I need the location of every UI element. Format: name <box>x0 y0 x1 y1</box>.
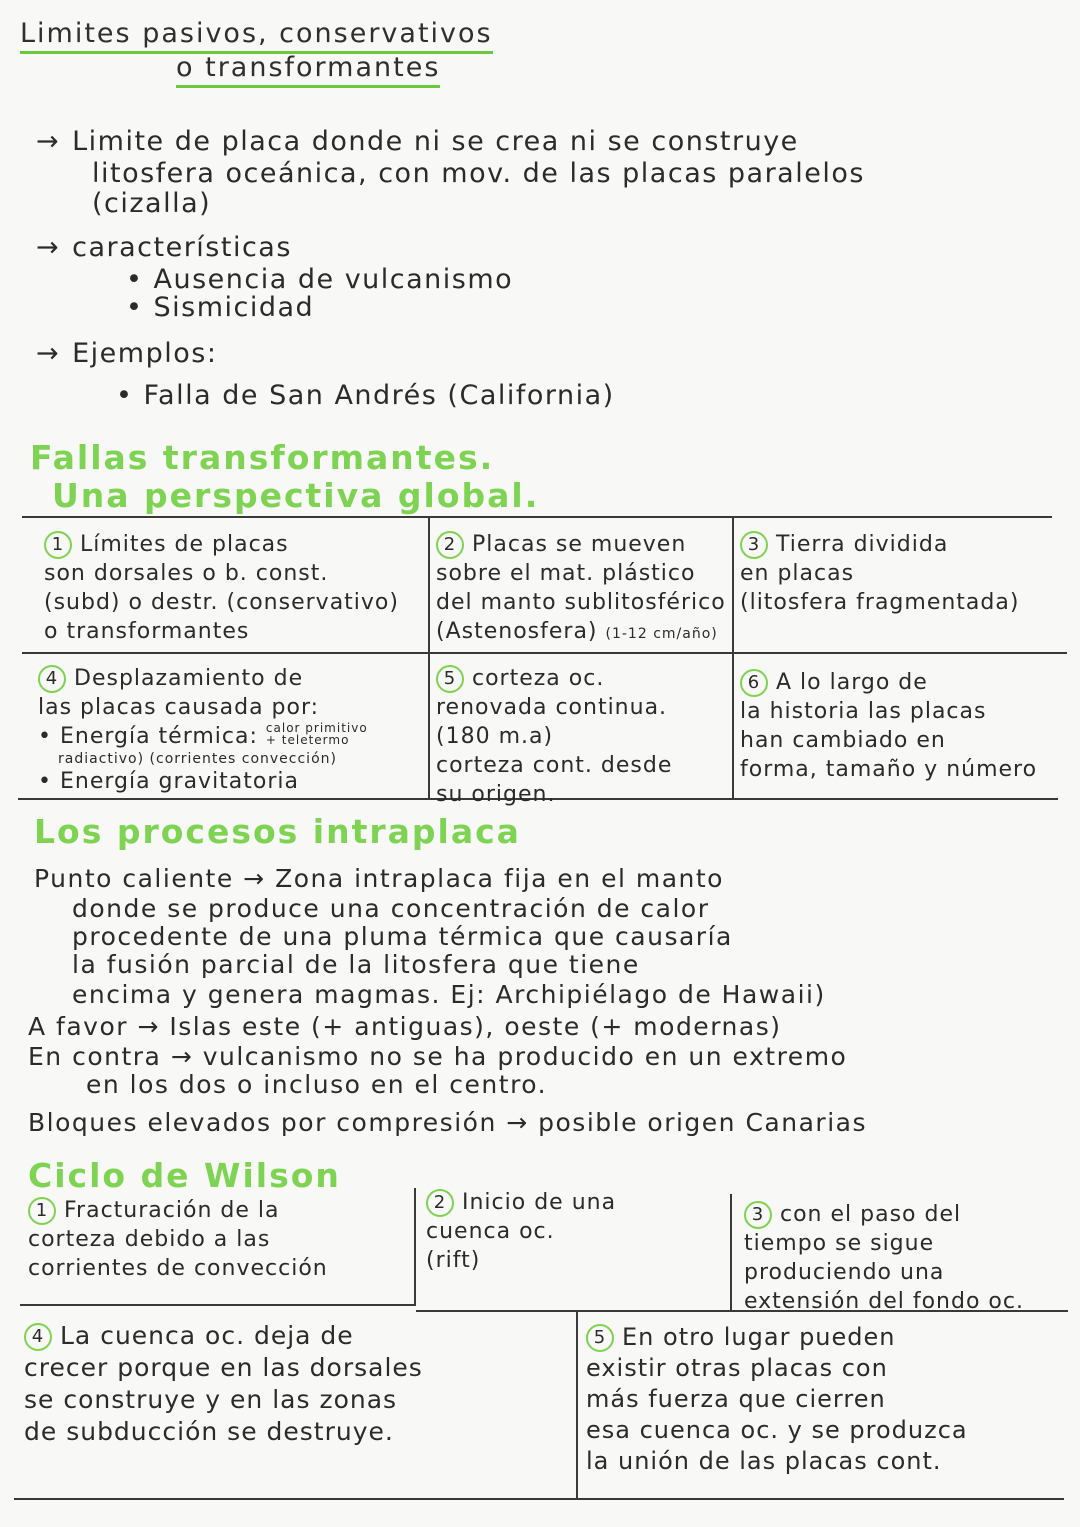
definition-line-3: (cizalla) <box>92 188 212 219</box>
section-subheading-fallas: Una perspectiva global. <box>52 476 540 515</box>
number-circle: 1 <box>44 531 72 559</box>
table1-cell-1: 1 Límites de placas son dorsales o b. const. (subd) o destr. (conservativo) o transformantes <box>44 532 399 644</box>
intraplaca-line-5: encima y genera magmas. Ej: Archipiélago de Hawaii) <box>72 980 826 1009</box>
wilson-cell-4: 4 La cuenca oc. deja de crecer porque en las dorsales se construye y en las zonas de subducción se destruye. <box>24 1321 423 1446</box>
page-title-line-2: o transformantes <box>176 52 440 88</box>
intraplaca-line-4: la fusión parcial de la litosfera que tiene <box>72 950 640 979</box>
table2-divider-top-1 <box>414 1188 416 1306</box>
table1-cell-4: 4 Desplazamiento de las placas causada por: • Energía térmica: calor primitivo + teletermo radiactivo) (corrientes convección) • Energía gravitatoria <box>38 666 368 794</box>
wilson-cell-2: 2 Inicio de una cuenca oc. (rift) <box>426 1190 617 1273</box>
number-circle: 5 <box>586 1324 614 1352</box>
table1-middle-border <box>22 652 1067 654</box>
table2-divider-top-2 <box>730 1194 732 1312</box>
number-circle: 4 <box>38 665 66 693</box>
definition-line-2: litosfera oceánica, con mov. de las placas paralelos <box>92 158 865 189</box>
arrow-icon: → <box>36 338 61 369</box>
section-heading-intraplaca: Los procesos intraplaca <box>34 812 521 851</box>
number-circle: 4 <box>24 1323 52 1351</box>
number-circle: 3 <box>740 531 768 559</box>
intraplaca-line-1: Punto caliente → Zona intraplaca fija en el manto <box>34 864 724 893</box>
intraplaca-line-8: en los dos o incluso en el centro. <box>86 1070 548 1099</box>
table1-top-border <box>22 516 1052 518</box>
arrow-icon: → <box>36 126 61 157</box>
wilson-cell-3: 3 con el paso del tiempo se sigue produciendo una extensión del fondo oc. <box>744 1202 1024 1314</box>
number-circle: 5 <box>436 665 464 693</box>
number-circle: 6 <box>740 669 768 697</box>
number-circle: 1 <box>28 1197 56 1225</box>
intraplaca-line-7: En contra → vulcanismo no se ha producido en un extremo <box>28 1042 848 1071</box>
table1-cell-6: 6 A lo largo de la historia las placas han cambiado en forma, tamaño y número <box>740 670 1038 782</box>
intraplaca-line-2: donde se produce una concentración de calor <box>72 894 710 923</box>
intraplaca-line-3: procedente de una pluma térmica que causaría <box>72 922 733 951</box>
table1-divider-1 <box>428 516 430 798</box>
page-title-line-1: Limites pasivos, conservativos <box>20 18 493 54</box>
table1-cell-2: 2 Placas se mueven sobre el mat. plástico del manto sublitosférico (Astenosfera) (1-12 cm/año) <box>436 532 726 644</box>
wilson-cell-5: 5 En otro lugar pueden existir otras placas con más fuerza que cierren esa cuenca oc. y se produzca la unión de las placas cont. <box>586 1323 968 1475</box>
intraplaca-line-9: Bloques elevados por compresión → posible origen Canarias <box>28 1108 867 1137</box>
definition-line-1: → Limite de placa donde ni se crea ni se construye <box>36 126 799 157</box>
table1-cell-5: 5 corteza oc. renovada continua. (180 m.a) corteza cont. desde su origen. <box>436 666 673 807</box>
examples-label: → Ejemplos: <box>36 338 218 369</box>
section-heading-fallas: Fallas transformantes. <box>30 438 495 477</box>
section-heading-wilson: Ciclo de Wilson <box>28 1156 341 1195</box>
table2-divider-bottom <box>576 1312 578 1498</box>
table1-cell-3: 3 Tierra dividida en placas (litosfera fragmentada) <box>740 532 1020 615</box>
number-circle: 2 <box>436 531 464 559</box>
number-circle: 2 <box>426 1189 454 1217</box>
intraplaca-line-6: A favor → Islas este (+ antiguas), oeste (+ modernas) <box>28 1012 782 1041</box>
table2-bottom-border <box>14 1498 1064 1500</box>
example-item-1: • Falla de San Andrés (California) <box>116 380 615 411</box>
number-circle: 3 <box>744 1201 772 1229</box>
table2-mid-border-left <box>20 1304 416 1306</box>
feature-item-1: • Ausencia de vulcanismo <box>126 264 514 295</box>
feature-item-2: • Sismicidad <box>126 292 315 323</box>
wilson-cell-1: 1 Fracturación de la corteza debido a las corrientes de convección <box>28 1198 328 1281</box>
arrow-icon: → <box>36 232 61 263</box>
features-label: → características <box>36 232 292 263</box>
table1-divider-2 <box>732 516 734 798</box>
